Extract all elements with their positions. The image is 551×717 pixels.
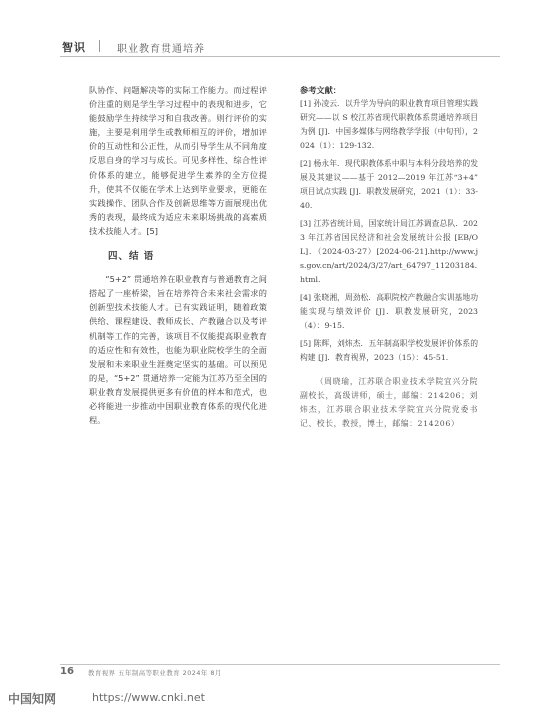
cnki-logo: 中国知网 — [8, 692, 57, 706]
body-paragraph: “5+2” 贯通培养在职业教育与普通教育之间搭起了一座桥梁，旨在培养符合未来社会需求的创新型技术技能人才。已有实践证明，随着政策供给、课程建设、教师成长、产教融合以及考评机制等工作的完善，该项目不仅能提高职业教育的适应性和有效性，也能为职业院校学生的全面发展和未来职业生涯奠定坚实的基础。可以预见的是，“5+2” 贯通培养一定能为江苏乃至全国的职业教育发展提供更多有价值的样本和范式，也必将能进一步推动中国职业教育体系的现代化进程。 — [89, 274, 267, 426]
page-header — [0, 30, 551, 62]
footer-rule — [60, 664, 500, 665]
header-rule — [60, 56, 500, 57]
header-divider — [99, 40, 100, 52]
body-paragraph: 队协作、问题解决等的实际工作能力。而过程评价注重的则是学生学习过程中的表现和进步，它能鼓励学生持续学习和自我改善。则行评价的实施，主要是利用学生或教师相互的评价，增加评价的互动性和公正性，从而引导学生从不同角度反思自身的学习与成长。可见多样性、综合性评价体系的建立，能够促进学生素养的全方位提升，使其不仅能在学术上达到毕业要求，更能在实践操作、团队合作及创新思维等方面展现出优秀的表现，最终成为适应未来职场挑战的高素质技术技能人才。[5] — [89, 85, 267, 236]
section-heading: 四、结 语 — [108, 251, 155, 263]
footer-journal-info: 教育视界 五年制高等职业教育 2024年 8月 — [88, 669, 222, 677]
author-bio: （周晓瑜，江苏联合职业技术学院宜兴分院副校长，高级讲师，硕士，邮编：214206；刘炜杰，江苏联合职业技术学院宜兴分院党委书记、校长，教授，博士，邮编：214206） — [300, 377, 478, 428]
section-tag: 智识 — [62, 41, 86, 54]
left-column — [89, 83, 267, 427]
references-title: 参考文献： — [300, 85, 341, 95]
reference-item: [1] 孙凌云．以升学为导向的职业教育项目管理实践研究——以 S 校江苏省现代职教体系贯通培养项目为例 [J]．中国多媒体与网络教学学报（中旬刊），2024（1）：129-132. — [300, 99, 478, 150]
right-column — [300, 83, 478, 439]
page-number: 16 — [60, 666, 74, 677]
page-footer — [60, 664, 500, 680]
reference-item: [2] 杨永年．现代职教体系中职与本科分段培养的发展及其建议——基于 2012—2019 年江苏“3+4” 项目试点实践 [J]．职教发展研究，2021（1）：33-40. — [300, 159, 478, 210]
reference-item: [4] 张晓湘，周劲松．高职院校产教融合实训基地功能实现与绩效评价 [J]．职教发展研究，2023（4）：9-15. — [300, 293, 478, 330]
reference-item: [5] 陈辉，刘炜杰．五年制高职学校发展评价体系的构建 [J]．教育视界，2023（15）：45-51. — [300, 339, 478, 362]
cnki-url[interactable]: https://www.cnki.net — [92, 691, 205, 704]
reference-item: [3] 江苏省统计局，国家统计局江苏调查总队．2023 年江苏省国民经济和社会发展统计公报 [EB/OL]．（2024-03-27）[2024-06-21].http://www.js.gov.cn/art/2024/3/27/art_64797_11203184.html. — [300, 219, 478, 284]
cnki-watermark — [8, 690, 308, 710]
header-title: 职业教育贯通培养 — [117, 44, 205, 55]
